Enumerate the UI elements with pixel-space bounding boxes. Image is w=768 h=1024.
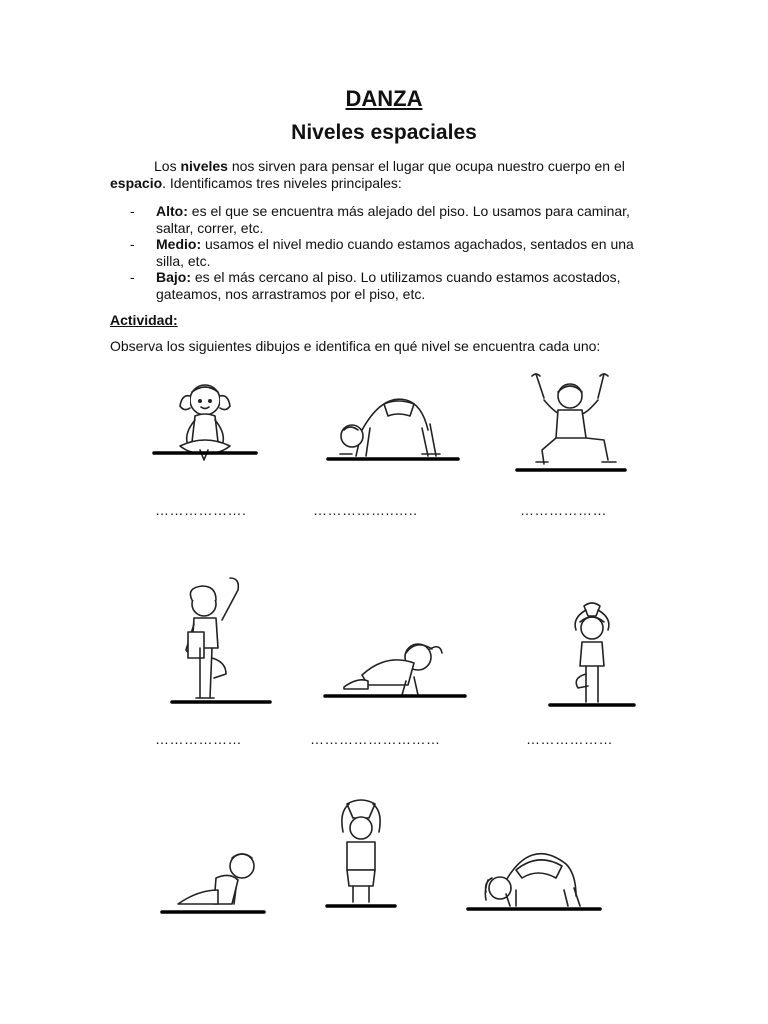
intro-text-1: Los [154,158,181,174]
answer-blank[interactable]: ……………… [520,502,607,518]
level-term: Bajo: [156,269,191,285]
level-item-bajo [110,269,650,302]
intro-text-2: nos sirven para pensar el lugar que ocupa nuestro cuerpo en el [227,158,625,174]
level-description: es el más cercano al piso. Lo utilizamos cuando estamos acostados, gateamos, nos arrastramos por el piso, etc. [156,269,621,302]
level-term: Alto: [156,203,188,219]
figure-girl-standing-one-leg-arm-up-icon [170,574,272,708]
figure-child-downward-dog-icon [326,388,460,466]
level-item-alto [110,203,650,236]
figure-girl-sitting-cross-legged-icon [150,376,260,468]
intro-bold-espacio: espacio [110,175,163,191]
document-title: DANZA [345,86,423,111]
intro-paragraph [110,158,650,192]
figure-girl-crawling-icon [322,637,468,703]
level-item-medio [110,236,650,269]
figure-child-standing-arms-up-icon [325,798,397,912]
answer-blank[interactable]: ………………. [155,502,247,518]
figure-child-bridge-pose-icon [466,840,602,916]
level-description: usamos el nivel medio cuando estamos agachados, sentados en una silla, etc. [156,236,634,269]
figure-girl-tree-pose-icon [548,602,636,710]
answer-blank[interactable]: ……………..….. [313,502,418,518]
level-description: es el que se encuentra más alejado del piso. Lo usamos para caminar, saltar, correr, etc. [156,203,630,236]
figure-child-lunge-arms-up-icon [514,370,628,476]
figure-child-cobra-pose-icon [160,848,266,918]
intro-bold-niveles: niveles [180,158,228,174]
level-term: Medio: [156,236,202,252]
list-dash: - [130,236,135,252]
levels-list [110,203,650,302]
list-dash: - [130,269,135,285]
answer-blank[interactable]: ……………………… [310,731,441,747]
answer-blank[interactable]: ……………… [526,731,613,747]
activity-heading: Actividad: [110,312,178,328]
document-subtitle: Niveles espaciales [291,121,477,144]
answer-blank[interactable]: ……………… [155,731,242,747]
intro-text-3: . Identificamos tres niveles principales: [162,175,402,191]
activity-instruction: Observa los siguientes dibujos e identifica en qué nivel se encuentra cada uno: [110,338,601,354]
list-dash: - [130,203,135,219]
